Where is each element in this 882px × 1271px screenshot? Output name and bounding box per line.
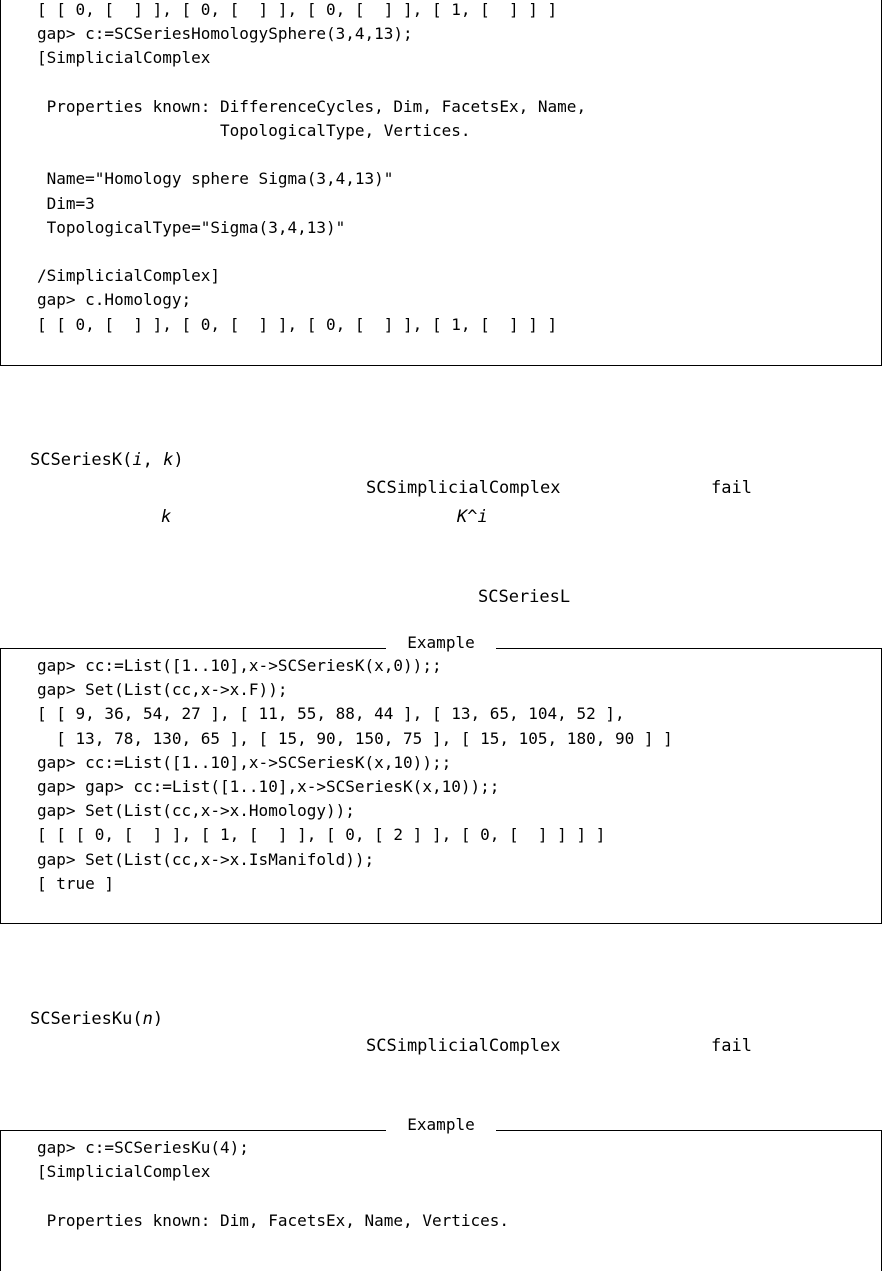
- argument-k: k: [163, 450, 174, 470]
- function-name: SCSeriesKu(: [30, 1009, 143, 1029]
- code-block-series-ku: gap> c:=SCSeriesKu(4); [SimplicialComplex Properties known: Dim, FacetsEx, Name, Vertices.: [37, 1138, 510, 1230]
- argument-separator: ,: [142, 450, 164, 470]
- code-block-homology-sphere: [ [ 0, [ ] ], [ 0, [ ] ], [ 0, [ ] ], [ 1, [ ] ] ] gap> c:=SCSeriesHomologySphere(3,4,13); [SimplicialComplex Properties known: DifferenceCycles, Dim, FacetsEx, Name, TopologicalType, Vertices. Name="Homology sphere Sigma(3,4,13)" Dim=3 TopologicalType="Sigma(3,4,13)" /SimplicialComplex] gap> c.Homology; [ [ 0, [ ] ], [ 0, [ ] ], [ 0, [ ] ], [ 1, [ ] ] ]: [37, 0, 587, 334]
- argument-n: n: [142, 1009, 153, 1029]
- function-name: SCSeriesK(: [30, 450, 133, 470]
- k-power-expression: K^i: [457, 507, 488, 527]
- closing-paren: ): [152, 1009, 164, 1029]
- see-also-link[interactable]: SCSeriesL: [478, 587, 571, 607]
- example-label: Example: [386, 633, 496, 653]
- function-signature-scseriesku: [30, 1008, 163, 1030]
- return-type: SCSimplicialComplex: [366, 1036, 561, 1056]
- code-block-series-k: gap> cc:=List([1..10],x->SCSeriesK(x,0));; gap> Set(List(cc,x->x.F)); [ [ 9, 36, 54, 27 ], [ 11, 55, 88, 44 ], [ 13, 65, 104, 52 ], [ 13, 78, 130, 65 ], [ 15, 90, 150, 75 ], [ 15, 105, 180, 90 ] ] gap> cc:=List([1..10],x->SCSeriesK(x,10));; gap> gap> cc:=List([1..10],x->SCSeriesK(x,10));; gap> Set(List(cc,x->x.Homology)); [ [ [ 0, [ ] ], [ 1, [ ] ], [ 0, [ 2 ] ], [ 0, [ ] ] ] ] gap> Set(List(cc,x->x.IsManifold)); [ true ]: [37, 656, 673, 893]
- fail-value: fail: [711, 1036, 752, 1056]
- argument-i: i: [132, 450, 143, 470]
- example-label: Example: [386, 1115, 496, 1135]
- fail-value: fail: [711, 478, 752, 498]
- function-signature-scseriesk: [30, 449, 184, 471]
- k-variable: k: [161, 507, 172, 527]
- closing-paren: ): [173, 450, 184, 470]
- return-type: SCSimplicialComplex: [366, 478, 561, 498]
